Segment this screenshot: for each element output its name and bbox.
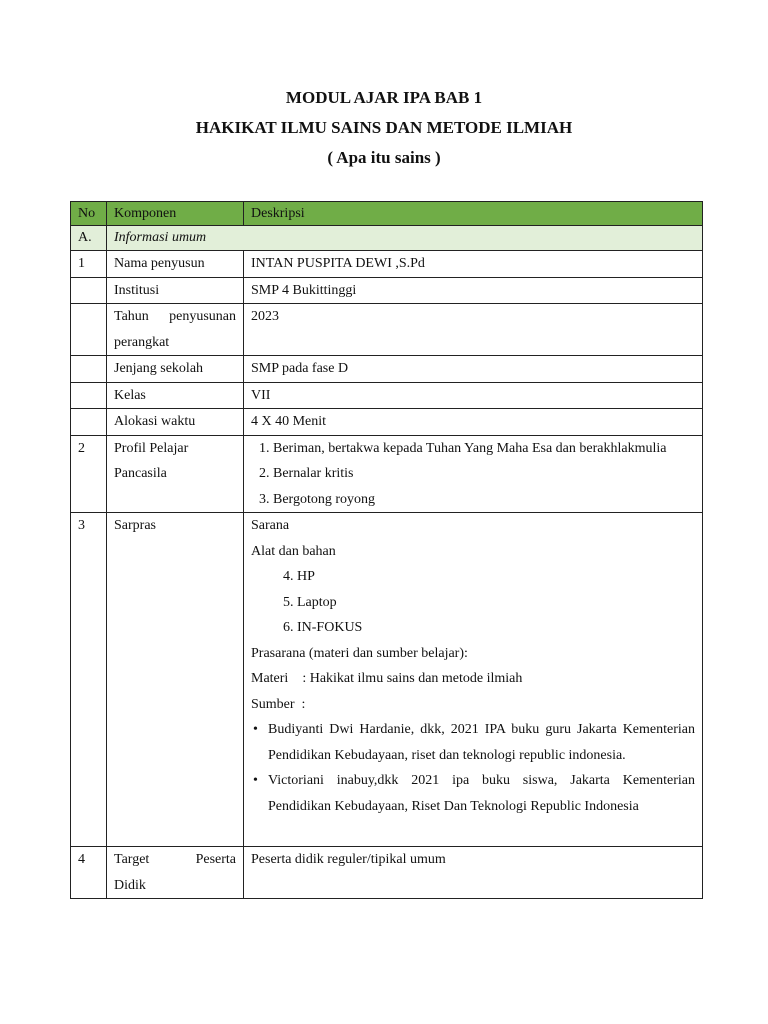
row-deskripsi bbox=[244, 513, 703, 847]
row-komponen-line: Didik bbox=[114, 877, 146, 893]
chapter-title: HAKIKAT ILMU SAINS DAN METODE ILMIAH bbox=[195, 118, 573, 137]
row-komponen: Sarpras bbox=[107, 513, 244, 847]
row-komponen bbox=[107, 304, 244, 356]
materi-line: Materi : Hakikat ilmu sains dan metode ilmiah bbox=[251, 671, 523, 686]
row-deskripsi: 4 X 40 Menit bbox=[244, 409, 703, 436]
document-title: MODUL AJAR IPA BAB 1 bbox=[285, 88, 483, 107]
row-komponen: Institusi bbox=[107, 277, 244, 304]
col-header-komponen: Komponen bbox=[107, 202, 244, 226]
table-row bbox=[71, 356, 703, 383]
row-no: 2 bbox=[71, 435, 107, 513]
row-no bbox=[71, 382, 107, 409]
section-label: Informasi umum bbox=[107, 226, 703, 251]
profil-list bbox=[251, 436, 695, 513]
list-item: 3. Bergotong royong bbox=[273, 487, 695, 513]
alat-label: Alat dan bahan bbox=[251, 543, 336, 559]
table-row bbox=[71, 277, 703, 304]
row-komponen bbox=[107, 847, 244, 899]
table-row bbox=[71, 304, 703, 356]
row-deskripsi: SMP pada fase D bbox=[244, 356, 703, 383]
bullet-icon: • bbox=[253, 722, 258, 737]
list-item bbox=[253, 768, 695, 819]
section-no: A. bbox=[71, 226, 107, 251]
row-komponen: Jenjang sekolah bbox=[107, 356, 244, 383]
table-row bbox=[71, 382, 703, 409]
sarana-label: Sarana bbox=[251, 518, 290, 533]
row-no bbox=[71, 409, 107, 436]
row-komponen-line: Target Peserta bbox=[114, 852, 236, 867]
row-komponen-line: Tahun penyusunan bbox=[114, 309, 236, 324]
row-komponen bbox=[107, 435, 244, 513]
subtitle: ( Apa itu sains ) bbox=[327, 148, 441, 167]
source-text: Budiyanti Dwi Hardanie, dkk, 2021 IPA buku guru Jakarta Kementerian Pendidikan Kebudayaan, riset dan teknologi republic indonesia. bbox=[268, 722, 695, 763]
row-komponen: Alokasi waktu bbox=[107, 409, 244, 436]
row-deskripsi: VII bbox=[244, 382, 703, 409]
row-komponen: Kelas bbox=[107, 382, 244, 409]
module-table bbox=[70, 201, 703, 899]
row-no bbox=[71, 277, 107, 304]
row-no: 3 bbox=[71, 513, 107, 847]
sumber-list bbox=[251, 717, 695, 819]
sumber-label: Sumber : bbox=[251, 696, 306, 712]
bullet-icon: • bbox=[253, 773, 258, 788]
list-item: 2. Bernalar kritis bbox=[273, 461, 695, 487]
row-deskripsi bbox=[244, 435, 703, 513]
row-deskripsi: INTAN PUSPITA DEWI ,S.Pd bbox=[244, 251, 703, 278]
list-item: 4. HP bbox=[297, 564, 695, 590]
list-item: 6. IN-FOKUS bbox=[297, 615, 695, 641]
row-no: 1 bbox=[71, 251, 107, 278]
list-item bbox=[253, 717, 695, 768]
source-text: Victoriani inabuy,dkk 2021 ipa buku siswa, Jakarta Kementerian Pendidikan Kebudayaan, Riset Dan Teknologi Republic Indonesia bbox=[268, 773, 695, 814]
col-header-no: No bbox=[71, 202, 107, 226]
row-deskripsi: SMP 4 Bukittinggi bbox=[244, 277, 703, 304]
row-no bbox=[71, 356, 107, 383]
row-no: 4 bbox=[71, 847, 107, 899]
row-deskripsi: Peserta didik reguler/tipikal umum bbox=[244, 847, 703, 899]
table-row bbox=[71, 409, 703, 436]
section-row bbox=[71, 226, 703, 251]
row-komponen-line: Profil Pelajar bbox=[114, 440, 189, 456]
table-row-target bbox=[71, 847, 703, 899]
table-header-row bbox=[71, 202, 703, 226]
list-item: 5. Laptop bbox=[297, 590, 695, 616]
alat-list bbox=[251, 564, 695, 641]
row-komponen: Nama penyusun bbox=[107, 251, 244, 278]
row-komponen-line: Pancasila bbox=[114, 466, 167, 481]
table-row-profil bbox=[71, 435, 703, 513]
prasarana-label: Prasarana (materi dan sumber belajar): bbox=[251, 645, 468, 661]
table-row-sarpras bbox=[71, 513, 703, 847]
table-row bbox=[71, 251, 703, 278]
col-header-deskripsi: Deskripsi bbox=[244, 202, 703, 226]
row-komponen-line: perangkat bbox=[114, 334, 170, 350]
list-item: 1. Beriman, bertakwa kepada Tuhan Yang Maha Esa dan berakhlakmulia bbox=[273, 436, 695, 462]
row-deskripsi: 2023 bbox=[244, 304, 703, 356]
row-no bbox=[71, 304, 107, 356]
